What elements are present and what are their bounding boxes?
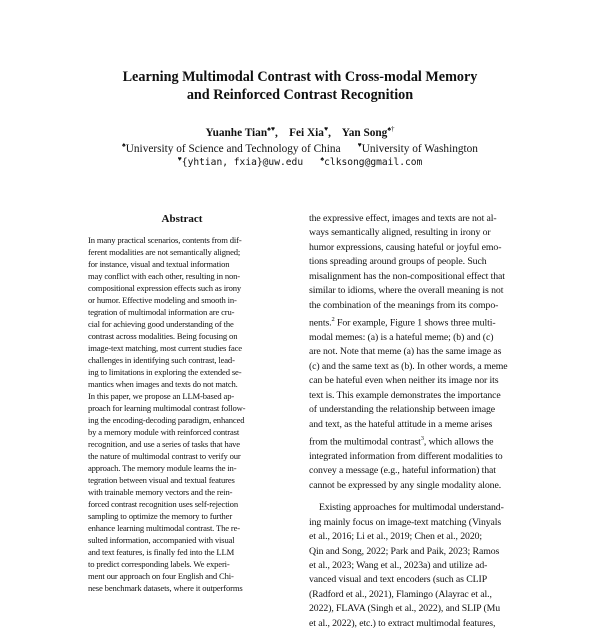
- email-address: {yhtian, fxia}@uw.edu: [181, 157, 304, 169]
- abstract-line: enhance learning multimodal contrast. The re-: [88, 523, 241, 533]
- body-line: Qin and Song, 2022; Park and Paik, 2023; Ramos: [309, 545, 500, 557]
- body-line: modal memes: (a) is a hateful meme; (b) and (c): [309, 331, 494, 343]
- abstract-line: with trainable memory vectors and the rein-: [88, 487, 233, 497]
- body-line: 2022), FLAVA (Singh et al., 2022), and SLIP (Mu: [309, 603, 501, 615]
- abstract-line: or humor. Effective modeling and smooth in-: [88, 295, 237, 305]
- body-line-with-footnote: [309, 313, 531, 331]
- abstract-heading: Abstract: [161, 213, 203, 225]
- body-line: misalignment has the non-compositional effect that: [309, 270, 505, 282]
- body-line: vanced visual and text encoders (such as CLIP: [309, 574, 488, 586]
- email-line: [60, 153, 540, 169]
- body-line: tions spreading around groups of people. Such: [309, 256, 487, 268]
- author-name: Yuanhe Tian: [205, 126, 268, 139]
- abstract-line: to predict corresponding labels. We experi-: [88, 559, 230, 569]
- body-line: et al., 2023; Wang et al., 2023a) and utilize ad-: [309, 559, 488, 571]
- body-line-text: from the multimodal contrast: [309, 436, 421, 448]
- body-line: text is. This example demonstrates the importance: [309, 389, 501, 401]
- body-line: the combination of the meanings from its compo-: [309, 299, 499, 311]
- footnote-marker: 2: [331, 316, 335, 324]
- abstract-line: the nature of multimodal contrast to verify our: [88, 451, 241, 461]
- body-text-right-column: [309, 212, 531, 631]
- footnote-marker: 3: [420, 435, 424, 443]
- body-line: Existing approaches for multimodal understand-: [319, 502, 504, 514]
- author-name: Fei Xia: [289, 126, 324, 139]
- author-name: Yan Song: [341, 126, 388, 139]
- body-line-with-footnote: [309, 432, 531, 450]
- abstract-line: In this paper, we propose an LLM-based ap-: [88, 391, 235, 401]
- abstract-line: tegration of multimodal information are cru-: [88, 307, 235, 317]
- abstract-line: contrast across modalities. Being focusing on: [88, 331, 238, 341]
- abstract-line: sulted information, accompanied with visual: [88, 535, 235, 545]
- abstract-body: [88, 234, 275, 594]
- paper-title: [60, 68, 540, 104]
- body-line: can be hateful even when neither its image nor its: [309, 375, 499, 387]
- abstract-line: ing to limitations in exploring the extended se-: [88, 367, 242, 377]
- title-line: and Reinforced Contrast Recognition: [186, 87, 414, 103]
- abstract-line: recognition, and use a series of tasks that have: [88, 439, 240, 449]
- body-line: humor expressions, causing hateful or joyful emo-: [309, 241, 502, 253]
- body-line: similar to idioms, where the overall meaning is not: [309, 285, 504, 297]
- affiliation-name: University of Washington: [361, 142, 478, 155]
- body-line: cannot be expressed by any single modality alone.: [309, 479, 502, 491]
- abstract-line: In many practical scenarios, contents from dif-: [88, 235, 242, 245]
- abstract-line: proach for learning multimodal contrast follow-: [88, 403, 246, 413]
- affiliation-name: University of Science and Technology of China: [125, 142, 341, 155]
- body-line: and text, as the hateful attitude in a meme arises: [309, 418, 493, 430]
- author-marks: ♥: [323, 125, 329, 133]
- abstract-line: challenges in identifying such contrast, lead-: [88, 355, 235, 365]
- abstract-line: for instance, visual and textual information: [88, 259, 230, 269]
- author-marks: ♠†: [387, 125, 395, 133]
- body-line-text: nents.: [309, 317, 332, 329]
- abstract-line: image-text matching, most current studies face: [88, 343, 242, 353]
- email-mark: ♠: [320, 155, 325, 163]
- paragraph-gap: [309, 493, 531, 501]
- body-line: (Radford et al., 2021), Flamingo (Alayrac et al.,: [309, 588, 492, 600]
- abstract-line: nese benchmark datasets, where it outperforms: [88, 583, 243, 593]
- body-line: (c) and the same text as (b). In other words, a meme: [309, 360, 508, 372]
- body-line-text: , which allows the: [423, 436, 494, 448]
- abstract-line: forced contrast recognition uses self-rejection: [88, 499, 238, 509]
- abstract-line: ment our approach on four English and Chi-: [88, 571, 234, 581]
- abstract-line: cial for achieving good understanding of the: [88, 319, 234, 329]
- title-line: Learning Multimodal Contrast with Cross-modal Memory: [122, 69, 478, 85]
- body-line: et al., 2022), etc.) to extract multimodal features,: [309, 617, 496, 629]
- abstract-line: approach. The memory module learns the in-: [88, 463, 237, 473]
- abstract-line: and text features, is finally fed into the LLM: [88, 547, 235, 557]
- body-line: the expressive effect, images and texts are not al-: [309, 213, 497, 224]
- body-line: et al., 2016; Li et al., 2019; Chen et al., 2020;: [309, 531, 483, 543]
- body-line: ways semantically aligned, resulting in irony or: [309, 227, 491, 239]
- abstract-line: tegration between visual and textual features: [88, 475, 235, 485]
- body-line: are not. Note that meme (a) has the same image as: [309, 346, 502, 358]
- abstract-line: may conflict with each other, resulting in non-: [88, 271, 241, 281]
- abstract-line: ing the encoding-decoding paradigm, enhanced: [88, 415, 245, 425]
- abstract-line: ferent modalities are not semantically aligned;: [88, 247, 241, 257]
- abstract-line: by a memory module with reinforced contrast: [88, 427, 240, 437]
- affiliation-mark: ♠: [122, 141, 126, 149]
- body-line: ing mainly focus on image-text matching (Vinyals: [309, 516, 502, 528]
- body-line: convey a message (e.g., hateful information) that: [309, 465, 496, 477]
- abstract-line: compositional expression effects such as irony: [88, 283, 242, 293]
- author-list: Yuanhe Tian♠♥, Fei Xia♥, Yan Song♠†: [205, 125, 395, 139]
- body-line-text: For example, Figure 1 shows three multi-: [334, 317, 496, 329]
- body-line: of understanding the relationship between image: [309, 404, 496, 416]
- email-address: clksong@gmail.com: [324, 157, 423, 169]
- body-line: integrated information from different modalities to: [309, 450, 503, 462]
- author-marks: ♠♥: [267, 125, 275, 133]
- abstract-line: mantics when images and texts do not match.: [88, 379, 238, 389]
- affiliation-mark: ♥: [357, 141, 362, 149]
- email-mark: ♥: [177, 155, 182, 163]
- abstract-line: sampling to optimize the memory to further: [88, 511, 233, 521]
